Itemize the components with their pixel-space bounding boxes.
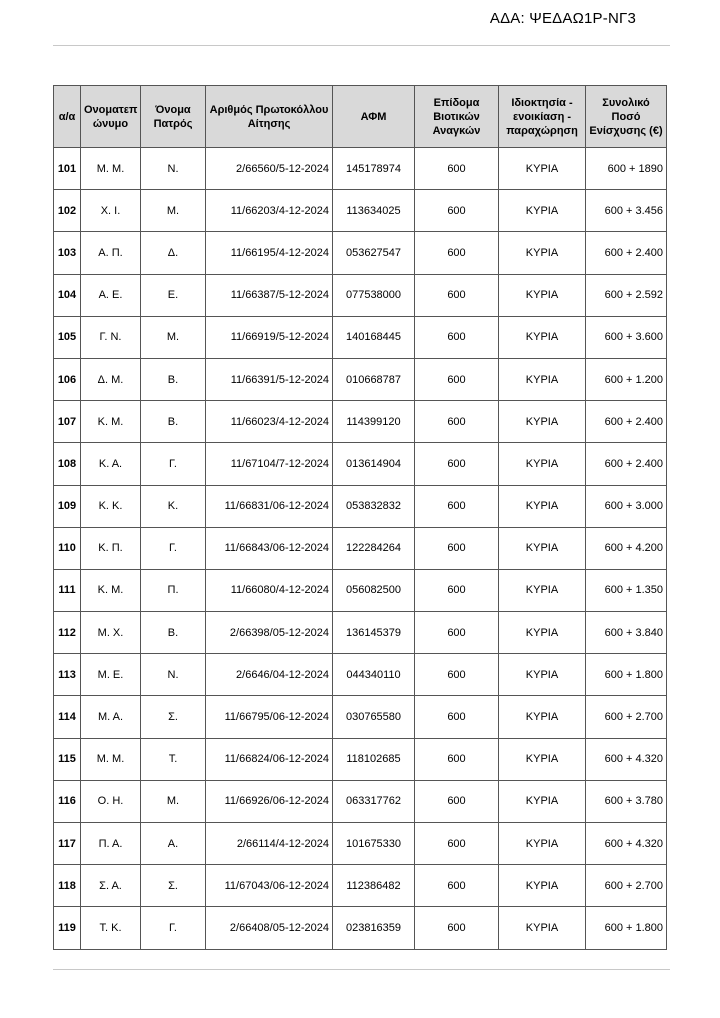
cell-name: Μ. Χ. xyxy=(81,612,141,654)
cell-father-name: Γ. xyxy=(141,527,206,569)
cell-father-name: Ν. xyxy=(141,148,206,190)
table-header-row xyxy=(54,86,667,148)
cell-afm: 023816359 xyxy=(333,907,415,949)
cell-protocol: 11/66824/06-12-2024 xyxy=(206,738,333,780)
cell-father-name: Σ. xyxy=(141,865,206,907)
table-row xyxy=(54,316,667,358)
cell-father-name: Β. xyxy=(141,612,206,654)
cell-name: Σ. Α. xyxy=(81,865,141,907)
cell-name: Κ. Κ. xyxy=(81,485,141,527)
cell-allowance: 600 xyxy=(415,907,499,949)
cell-protocol: 11/66203/4-12-2024 xyxy=(206,190,333,232)
cell-ownership: ΚΥΡΙΑ xyxy=(499,190,586,232)
col-header-afm: ΑΦΜ xyxy=(333,86,415,148)
cell-allowance: 600 xyxy=(415,823,499,865)
cell-ownership: ΚΥΡΙΑ xyxy=(499,612,586,654)
table-row xyxy=(54,443,667,485)
cell-father-name: Ε. xyxy=(141,274,206,316)
table-row xyxy=(54,907,667,949)
cell-name: Π. Α. xyxy=(81,823,141,865)
cell-protocol: 11/66391/5-12-2024 xyxy=(206,358,333,400)
cell-aa: 111 xyxy=(54,569,81,611)
cell-protocol: 11/66795/06-12-2024 xyxy=(206,696,333,738)
cell-total: 600 + 1.350 xyxy=(586,569,667,611)
table-row xyxy=(54,485,667,527)
cell-aa: 118 xyxy=(54,865,81,907)
cell-total: 600 + 3.456 xyxy=(586,190,667,232)
cell-aa: 109 xyxy=(54,485,81,527)
cell-aa: 110 xyxy=(54,527,81,569)
cell-name: Μ. Ε. xyxy=(81,654,141,696)
cell-ownership: ΚΥΡΙΑ xyxy=(499,569,586,611)
cell-total: 600 + 1.800 xyxy=(586,654,667,696)
cell-afm: 013614904 xyxy=(333,443,415,485)
cell-ownership: ΚΥΡΙΑ xyxy=(499,654,586,696)
cell-afm: 136145379 xyxy=(333,612,415,654)
table-row xyxy=(54,274,667,316)
col-header-allowance: Επίδομα Βιοτικών Αναγκών xyxy=(415,86,499,148)
cell-name: Κ. Μ. xyxy=(81,569,141,611)
cell-allowance: 600 xyxy=(415,865,499,907)
cell-afm: 122284264 xyxy=(333,527,415,569)
cell-total: 600 + 2.400 xyxy=(586,232,667,274)
cell-allowance: 600 xyxy=(415,654,499,696)
cell-aa: 108 xyxy=(54,443,81,485)
cell-protocol: 2/66560/5-12-2024 xyxy=(206,148,333,190)
cell-aa: 107 xyxy=(54,401,81,443)
cell-protocol: 11/67043/06-12-2024 xyxy=(206,865,333,907)
cell-ownership: ΚΥΡΙΑ xyxy=(499,443,586,485)
table-row xyxy=(54,527,667,569)
cell-total: 600 + 4.320 xyxy=(586,823,667,865)
cell-total: 600 + 1.800 xyxy=(586,907,667,949)
cell-total: 600 + 4.200 xyxy=(586,527,667,569)
cell-name: Μ. Μ. xyxy=(81,148,141,190)
cell-afm: 044340110 xyxy=(333,654,415,696)
cell-protocol: 11/66919/5-12-2024 xyxy=(206,316,333,358)
cell-allowance: 600 xyxy=(415,401,499,443)
cell-father-name: Ν. xyxy=(141,654,206,696)
cell-protocol: 11/67104/7-12-2024 xyxy=(206,443,333,485)
table-row xyxy=(54,190,667,232)
cell-aa: 113 xyxy=(54,654,81,696)
cell-father-name: Δ. xyxy=(141,232,206,274)
cell-ownership: ΚΥΡΙΑ xyxy=(499,527,586,569)
header-divider xyxy=(53,45,670,46)
cell-ownership: ΚΥΡΙΑ xyxy=(499,401,586,443)
cell-aa: 103 xyxy=(54,232,81,274)
cell-father-name: Μ. xyxy=(141,190,206,232)
table-row xyxy=(54,654,667,696)
cell-name: Α. Π. xyxy=(81,232,141,274)
cell-afm: 145178974 xyxy=(333,148,415,190)
cell-afm: 140168445 xyxy=(333,316,415,358)
cell-allowance: 600 xyxy=(415,274,499,316)
table-row xyxy=(54,569,667,611)
footer-divider xyxy=(53,969,670,970)
cell-afm: 030765580 xyxy=(333,696,415,738)
cell-ownership: ΚΥΡΙΑ xyxy=(499,232,586,274)
cell-protocol: 11/66843/06-12-2024 xyxy=(206,527,333,569)
col-header-total: Συνολικό Ποσό Ενίσχυσης (€) xyxy=(586,86,667,148)
cell-aa: 114 xyxy=(54,696,81,738)
cell-protocol: 11/66195/4-12-2024 xyxy=(206,232,333,274)
ada-code: ΑΔΑ: ΨΕΔΑΩ1Ρ-ΝΓ3 xyxy=(489,10,636,27)
cell-total: 600 + 1890 xyxy=(586,148,667,190)
cell-aa: 119 xyxy=(54,907,81,949)
cell-afm: 114399120 xyxy=(333,401,415,443)
beneficiaries-table xyxy=(53,85,667,950)
cell-father-name: Μ. xyxy=(141,780,206,822)
cell-total: 600 + 3.780 xyxy=(586,780,667,822)
cell-father-name: Α. xyxy=(141,823,206,865)
cell-aa: 112 xyxy=(54,612,81,654)
cell-protocol: 11/66023/4-12-2024 xyxy=(206,401,333,443)
cell-allowance: 600 xyxy=(415,358,499,400)
cell-father-name: Τ. xyxy=(141,738,206,780)
cell-total: 600 + 3.000 xyxy=(586,485,667,527)
cell-allowance: 600 xyxy=(415,612,499,654)
cell-protocol: 11/66926/06-12-2024 xyxy=(206,780,333,822)
cell-protocol: 11/66831/06-12-2024 xyxy=(206,485,333,527)
cell-protocol: 11/66387/5-12-2024 xyxy=(206,274,333,316)
cell-name: Κ. Α. xyxy=(81,443,141,485)
cell-name: Τ. Κ. xyxy=(81,907,141,949)
cell-afm: 113634025 xyxy=(333,190,415,232)
cell-protocol: 2/66114/4-12-2024 xyxy=(206,823,333,865)
cell-afm: 056082500 xyxy=(333,569,415,611)
cell-ownership: ΚΥΡΙΑ xyxy=(499,696,586,738)
cell-allowance: 600 xyxy=(415,527,499,569)
cell-father-name: Κ. xyxy=(141,485,206,527)
table-row xyxy=(54,696,667,738)
cell-allowance: 600 xyxy=(415,780,499,822)
table-row xyxy=(54,358,667,400)
cell-name: Κ. Π. xyxy=(81,527,141,569)
table-body xyxy=(54,148,667,950)
cell-name: Γ. Ν. xyxy=(81,316,141,358)
cell-ownership: ΚΥΡΙΑ xyxy=(499,780,586,822)
cell-aa: 106 xyxy=(54,358,81,400)
cell-father-name: Γ. xyxy=(141,907,206,949)
col-header-father-name: Όνομα Πατρός xyxy=(141,86,206,148)
col-header-aa: α/α xyxy=(54,86,81,148)
table-row xyxy=(54,865,667,907)
cell-name: Χ. Ι. xyxy=(81,190,141,232)
cell-father-name: Β. xyxy=(141,358,206,400)
cell-aa: 104 xyxy=(54,274,81,316)
cell-protocol: 11/66080/4-12-2024 xyxy=(206,569,333,611)
cell-ownership: ΚΥΡΙΑ xyxy=(499,738,586,780)
cell-name: Δ. Μ. xyxy=(81,358,141,400)
cell-afm: 010668787 xyxy=(333,358,415,400)
cell-total: 600 + 2.592 xyxy=(586,274,667,316)
cell-name: Μ. Μ. xyxy=(81,738,141,780)
table-row xyxy=(54,780,667,822)
cell-ownership: ΚΥΡΙΑ xyxy=(499,823,586,865)
cell-total: 600 + 3.840 xyxy=(586,612,667,654)
cell-protocol: 2/6646/04-12-2024 xyxy=(206,654,333,696)
cell-total: 600 + 4.320 xyxy=(586,738,667,780)
cell-allowance: 600 xyxy=(415,190,499,232)
cell-allowance: 600 xyxy=(415,569,499,611)
cell-name: Ο. Η. xyxy=(81,780,141,822)
cell-father-name: Σ. xyxy=(141,696,206,738)
cell-afm: 077538000 xyxy=(333,274,415,316)
cell-allowance: 600 xyxy=(415,148,499,190)
cell-aa: 115 xyxy=(54,738,81,780)
cell-total: 600 + 2.700 xyxy=(586,865,667,907)
cell-allowance: 600 xyxy=(415,443,499,485)
cell-aa: 101 xyxy=(54,148,81,190)
cell-afm: 118102685 xyxy=(333,738,415,780)
cell-total: 600 + 1.200 xyxy=(586,358,667,400)
cell-afm: 053832832 xyxy=(333,485,415,527)
cell-afm: 063317762 xyxy=(333,780,415,822)
table-row xyxy=(54,823,667,865)
cell-name: Κ. Μ. xyxy=(81,401,141,443)
cell-protocol: 2/66408/05-12-2024 xyxy=(206,907,333,949)
cell-ownership: ΚΥΡΙΑ xyxy=(499,485,586,527)
cell-allowance: 600 xyxy=(415,232,499,274)
cell-afm: 101675330 xyxy=(333,823,415,865)
cell-ownership: ΚΥΡΙΑ xyxy=(499,907,586,949)
cell-father-name: Π. xyxy=(141,569,206,611)
cell-aa: 117 xyxy=(54,823,81,865)
cell-allowance: 600 xyxy=(415,738,499,780)
cell-allowance: 600 xyxy=(415,485,499,527)
cell-aa: 116 xyxy=(54,780,81,822)
cell-allowance: 600 xyxy=(415,696,499,738)
cell-protocol: 2/66398/05-12-2024 xyxy=(206,612,333,654)
cell-ownership: ΚΥΡΙΑ xyxy=(499,148,586,190)
table-row xyxy=(54,612,667,654)
table-row xyxy=(54,738,667,780)
table-row xyxy=(54,148,667,190)
cell-total: 600 + 2.400 xyxy=(586,401,667,443)
cell-total: 600 + 2.400 xyxy=(586,443,667,485)
table-row xyxy=(54,232,667,274)
cell-allowance: 600 xyxy=(415,316,499,358)
cell-ownership: ΚΥΡΙΑ xyxy=(499,358,586,400)
col-header-name: Ονοματεπ ώνυμο xyxy=(81,86,141,148)
cell-aa: 102 xyxy=(54,190,81,232)
cell-afm: 112386482 xyxy=(333,865,415,907)
cell-father-name: Β. xyxy=(141,401,206,443)
col-header-protocol: Αριθμός Πρωτοκόλλου Αίτησης xyxy=(206,86,333,148)
col-header-ownership: Ιδιοκτησία - ενοικίαση - παραχώρηση xyxy=(499,86,586,148)
cell-name: Α. Ε. xyxy=(81,274,141,316)
cell-ownership: ΚΥΡΙΑ xyxy=(499,316,586,358)
cell-total: 600 + 2.700 xyxy=(586,696,667,738)
cell-name: Μ. Α. xyxy=(81,696,141,738)
cell-ownership: ΚΥΡΙΑ xyxy=(499,865,586,907)
cell-afm: 053627547 xyxy=(333,232,415,274)
cell-ownership: ΚΥΡΙΑ xyxy=(499,274,586,316)
cell-total: 600 + 3.600 xyxy=(586,316,667,358)
cell-father-name: Γ. xyxy=(141,443,206,485)
cell-father-name: Μ. xyxy=(141,316,206,358)
cell-aa: 105 xyxy=(54,316,81,358)
table-row xyxy=(54,401,667,443)
